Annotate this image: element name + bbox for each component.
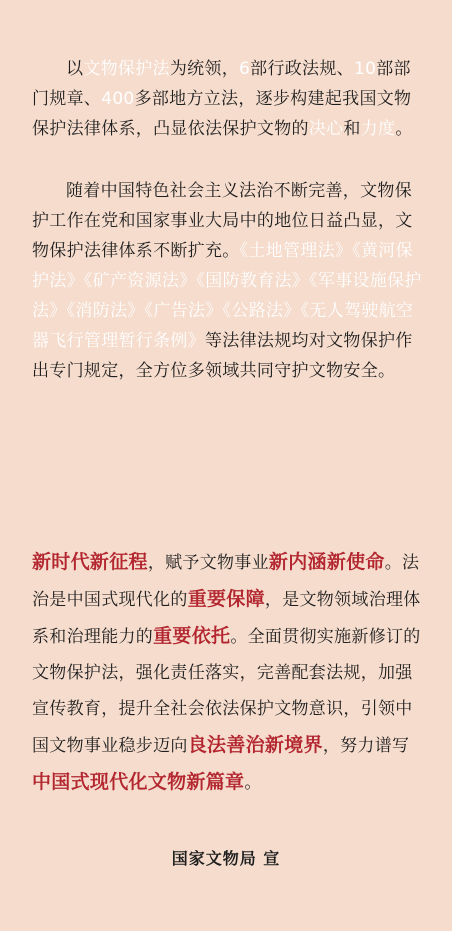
highlight-number: 10 xyxy=(353,59,377,79)
paragraph-new-era xyxy=(32,544,424,801)
highlight-number: 400 xyxy=(101,89,135,109)
text-segment: 部部门规章、 xyxy=(32,59,411,109)
text-segment: 。法治是中国式现代化的 xyxy=(32,553,420,610)
text-segment: 和 xyxy=(343,119,361,139)
highlight-red-keyword: 中国式现代化文物新篇章 xyxy=(32,771,245,793)
text-segment: 。全面贯彻实施新修订的文物保护法，强化责任落实，完善配套法规，加强宣传教育，提升全社会依法保护文物意识，引领中国文物事业稳步迈向 xyxy=(32,627,421,756)
highlight-law-list: 《土地管理法》《黄河保护法》《矿产资源法》《国防教育法》《军事设施保护法》《消防法》《广告法》《公路法》《无人驾驶航空器飞行管理暂行条例》 xyxy=(32,241,422,351)
text-segment: ，努力谱写 xyxy=(322,736,410,756)
highlight-red-keyword: 重要依托 xyxy=(153,625,231,647)
text-segment: 部行政法规、 xyxy=(250,59,354,79)
highlight-law-name: 文物保护法 xyxy=(83,59,170,79)
text-segment: 。 xyxy=(395,119,413,139)
paragraph-related-laws xyxy=(32,176,424,386)
signature: 国家文物局 宣 xyxy=(171,849,281,868)
text-segment: 以 xyxy=(66,59,84,79)
highlight-keyword: 力度 xyxy=(360,119,396,139)
highlight-red-keyword: 新内涵新使命 xyxy=(268,551,385,573)
highlight-keyword: 决心 xyxy=(308,119,344,139)
text-segment: ，是文物领域治理体系和治理能力的 xyxy=(32,590,421,647)
highlight-number: 6 xyxy=(239,59,251,79)
text-segment: ，赋予文物事业 xyxy=(147,553,269,573)
text-segment: 随着中国特色社会主义法治不断完善，文物保护工作在党和国家事业大局中的地位日益凸显，文物保护法律体系不断扩充。 xyxy=(32,181,413,261)
text-segment: 等法律法规均对文物保护作出专门规定，全方位多领域共同守护文物安全。 xyxy=(32,331,413,381)
text-segment: 。 xyxy=(244,773,262,793)
highlight-red-keyword: 新时代新征程 xyxy=(32,551,148,573)
highlight-red-keyword: 良法善治新境界 xyxy=(187,734,323,756)
paragraph-legal-system xyxy=(32,54,424,144)
highlight-red-keyword: 重要保障 xyxy=(187,588,265,610)
text-segment: 多部地方立法，逐步构建起我国文物保护法律体系，凸显依法保护文物的 xyxy=(32,89,412,139)
text-segment: 为统领， xyxy=(169,59,240,79)
